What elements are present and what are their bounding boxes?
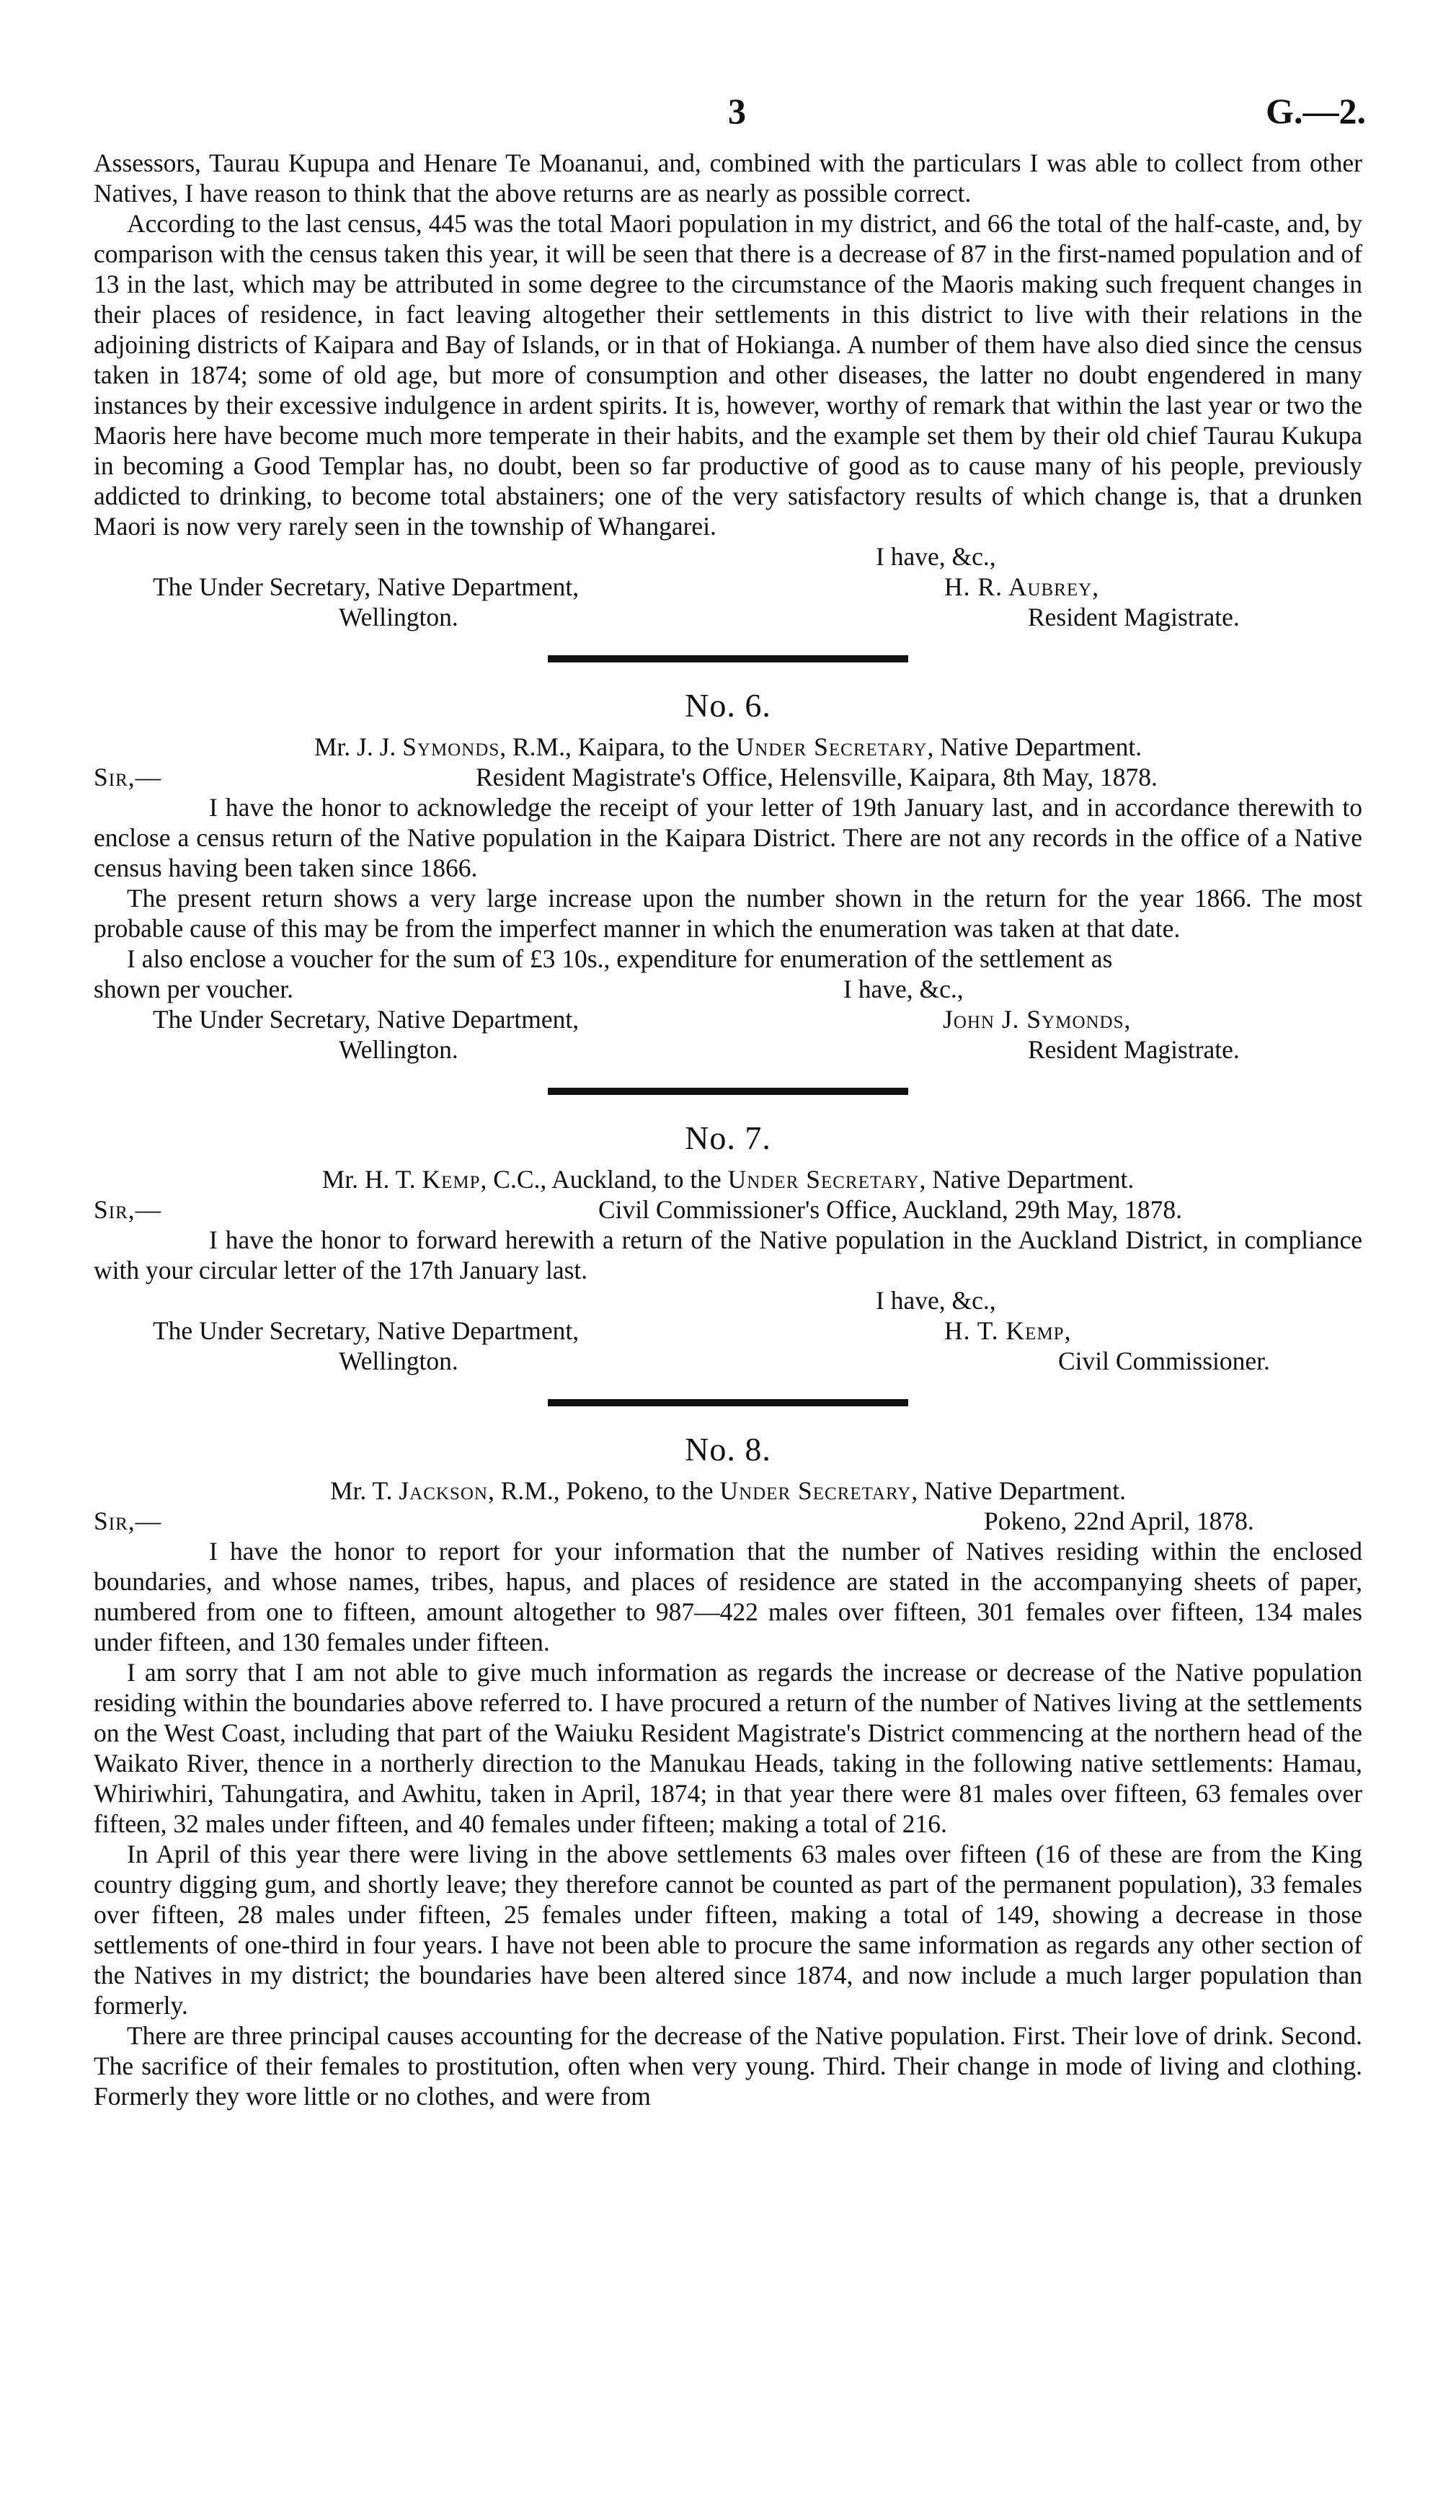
page-number: 3 bbox=[728, 91, 746, 131]
letter-7-address: Civil Commissioner's Office, Auckland, 29th May, 1878. bbox=[598, 1195, 1183, 1224]
letter-7-heading-pre: Mr. H. T. bbox=[321, 1165, 422, 1194]
letter-8-paragraph-3: In April of this year there were living in the above settlements 63 males over fifteen (16 of these are from the King country digging gum, and shortly leave; they therefore cannot be counted as part of the permanent population), 33 females over fifteen, 28 males under fifteen, 25 females under fifteen, making a total of 149, showing a decrease in those settlements of one-third in four years. I have not been able to procure the same information as regards any other section of the Natives in my district; the boundaries have been altered since 1874, and now include a much larger population than formerly. bbox=[94, 1840, 1362, 2020]
intro-addressee: The Under Secretary, Native Department, bbox=[153, 572, 580, 601]
letter-6-address: Resident Magistrate's Office, Helensville, Kaipara, 8th May, 1878. bbox=[476, 763, 1158, 791]
letter-7-heading bbox=[94, 1164, 1362, 1194]
document-page bbox=[94, 79, 1366, 2111]
letter-8-salutation: Sir,— bbox=[94, 1507, 162, 1535]
intro-paragraph-1: Assessors, Taurau Kupupa and Henare Te Moananui, and, combined with the particulars I was able to collect from other Natives, I have reason to think that the above returns are as nearly as possible correct. bbox=[94, 148, 1362, 208]
letter-7-signer-title: Civil Commissioner. bbox=[1058, 1346, 1270, 1375]
letter-6-signature-row bbox=[94, 1004, 1362, 1034]
letter-7-heading-mid: , C.C., Auckland, to the bbox=[480, 1165, 728, 1194]
letter-8-heading-post: , Native Department. bbox=[911, 1476, 1127, 1505]
letter-6-heading-to: Under Secretary bbox=[735, 732, 928, 761]
section-divider-rule bbox=[548, 1088, 908, 1095]
letter-8-heading-pre: Mr. T. bbox=[329, 1476, 399, 1505]
letter-7-salutation: Sir,— bbox=[94, 1195, 162, 1224]
letter-6-closing-row bbox=[94, 974, 1362, 1004]
document-reference: G.—2. bbox=[1266, 91, 1366, 131]
letter-8-number: No. 8. bbox=[685, 1431, 771, 1468]
letter-8-heading bbox=[94, 1476, 1362, 1506]
letter-7-heading-to: Under Secretary bbox=[727, 1165, 920, 1194]
letter-6-addressee: The Under Secretary, Native Department, bbox=[153, 1005, 580, 1034]
letter-8-heading-name: Jackson bbox=[399, 1476, 488, 1505]
letter-7-title-row bbox=[94, 1346, 1362, 1376]
letter-7-signature-row bbox=[94, 1316, 1362, 1346]
letter-6-paragraph-2: The present return shows a very large increase upon the number shown in the return for the year 1866. The most probable cause of this may be from the imperfect manner in which the enumeration was taken at that date. bbox=[94, 884, 1362, 943]
letter-8-heading-mid: , R.M., Pokeno, to the bbox=[487, 1476, 720, 1505]
intro-city: Wellington. bbox=[339, 603, 458, 631]
letter-7-paragraph-1: I have the honor to forward herewith a return of the Native population in the Auckland District, in compliance with your circular letter of the 17th January last. bbox=[94, 1225, 1362, 1285]
section-divider-rule bbox=[548, 655, 908, 662]
letter-6-salutation: Sir,— bbox=[94, 763, 162, 791]
letter-7-addressee: The Under Secretary, Native Department, bbox=[153, 1316, 580, 1345]
intro-closing: I have, &c., bbox=[876, 542, 996, 571]
letter-6-heading-pre: Mr. J. J. bbox=[314, 732, 403, 761]
letter-7-number: No. 7. bbox=[685, 1119, 771, 1156]
letter-6-paragraph-1: I have the honor to acknowledge the receipt of your letter of 19th January last, and in accordance therewith to enclose a census return of the Native population in the Kaipara District. There are not any records in the office of a Native census having been taken since 1866. bbox=[94, 793, 1362, 882]
intro-signer: H. R. Aubrey, bbox=[944, 572, 1100, 601]
letter-7-closing: I have, &c., bbox=[876, 1286, 996, 1315]
intro-signature-row bbox=[94, 572, 1362, 602]
section-divider-rule bbox=[548, 1399, 908, 1406]
letter-6-heading bbox=[94, 732, 1362, 762]
letter-7-salutation-row bbox=[94, 1194, 1362, 1225]
letter-6-title-row bbox=[94, 1034, 1362, 1065]
letter-6-closing: I have, &c., bbox=[843, 975, 964, 1003]
letter-6-number: No. 6. bbox=[685, 687, 771, 724]
letter-6-heading-mid: , R.M., Kaipara, to the bbox=[500, 732, 736, 761]
letter-6-signer: John J. Symonds, bbox=[943, 1005, 1132, 1034]
letter-8-salutation-row bbox=[94, 1506, 1362, 1536]
letter-7-city: Wellington. bbox=[339, 1346, 458, 1375]
letter-7-heading-post: , Native Department. bbox=[919, 1165, 1135, 1194]
intro-title-row bbox=[94, 602, 1362, 632]
page-header bbox=[94, 79, 1366, 148]
letter-8-heading-to: Under Secretary bbox=[719, 1476, 912, 1505]
letter-6-city: Wellington. bbox=[339, 1035, 458, 1064]
letter-6-heading-post: , Native Department. bbox=[927, 732, 1142, 761]
letter-8-paragraph-4: There are three principal causes accounting for the decrease of the Native population. First. Their love of drink. Second. The sacrifice of their females to prostitution, often when very young. Third. Their change in mode of living and clothing. Formerly they wore little or no clothes, and were from bbox=[94, 2021, 1362, 2111]
intro-signer-title: Resident Magistrate. bbox=[1028, 603, 1240, 631]
letter-8-paragraph-2: I am sorry that I am not able to give much information as regards the increase or decrease of the Native population residing within the boundaries above referred to. I have procured a return of the number of Natives living at the settlements on the West Coast, including that part of the Waiuku Resident Magistrate's District commencing at the northern head of the Waikato River, thence in a northerly direction to the Manukau Heads, taking in the following native settlements: Hamau, Whiriwhiri, Tahungatira, and Awhitu, taken in April, 1874; in that year there were 81 males over fifteen, 63 females over fifteen, 32 males under fifteen, and 40 females under fifteen; making a total of 216. bbox=[94, 1658, 1362, 1838]
letter-6-paragraph-3: I also enclose a voucher for the sum of £3 10s., expenditure for enumeration of the settlement as bbox=[127, 944, 1113, 973]
intro-closing-row bbox=[94, 541, 1362, 572]
letter-7-signer: H. T. Kemp, bbox=[944, 1316, 1072, 1345]
letter-8-address: Pokeno, 22nd April, 1878. bbox=[984, 1507, 1254, 1535]
letter-6-signer-title: Resident Magistrate. bbox=[1028, 1035, 1240, 1064]
letter-6-heading-name: Symonds bbox=[402, 732, 500, 761]
letter-7-heading-name: Kemp bbox=[422, 1165, 481, 1194]
letter-8-paragraph-1: I have the honor to report for your information that the number of Natives residing within the enclosed boundaries, and whose names, tribes, hapus, and places of residence are stated in the accompanying sheets of paper, numbered from one to fifteen, amount altogether to 987—422 males over fifteen, 301 females over fifteen, 134 males under fifteen, and 130 females under fifteen. bbox=[94, 1537, 1362, 1656]
letter-6-paragraph-3-end: shown per voucher. bbox=[94, 975, 294, 1003]
letter-6-salutation-row bbox=[94, 762, 1362, 792]
letter-7-closing-row bbox=[94, 1285, 1362, 1316]
intro-paragraph-2: According to the last census, 445 was the total Maori population in my district, and 66 the total of the half-caste, and, by comparison with the census taken this year, it will be seen that there is a decrease of 87 in the first-named population and of 13 in the last, which may be attributed in some degree to the circumstance of the Maoris making such frequent changes in their places of residence, in fact leaving altogether their settlements in this district to live with their relations in the adjoining districts of Kaipara and Bay of Islands, or in that of Hokianga. A number of them have also died since the census taken in 1874; some of old age, but more of consumption and other diseases, the latter no doubt engendered in many instances by their excessive indulgence in ardent spirits. It is, however, worthy of remark that within the last year or two the Maoris here have become much more temperate in their habits, and the example set them by their old chief Taurau Kukupa in becoming a Good Templar has, no doubt, been so far productive of good as to cause many of his people, previously addicted to drinking, to become total abstainers; one of the very satisfactory results of which change is, that a drunken Maori is now very rarely seen in the township of Whangarei. bbox=[94, 209, 1362, 541]
